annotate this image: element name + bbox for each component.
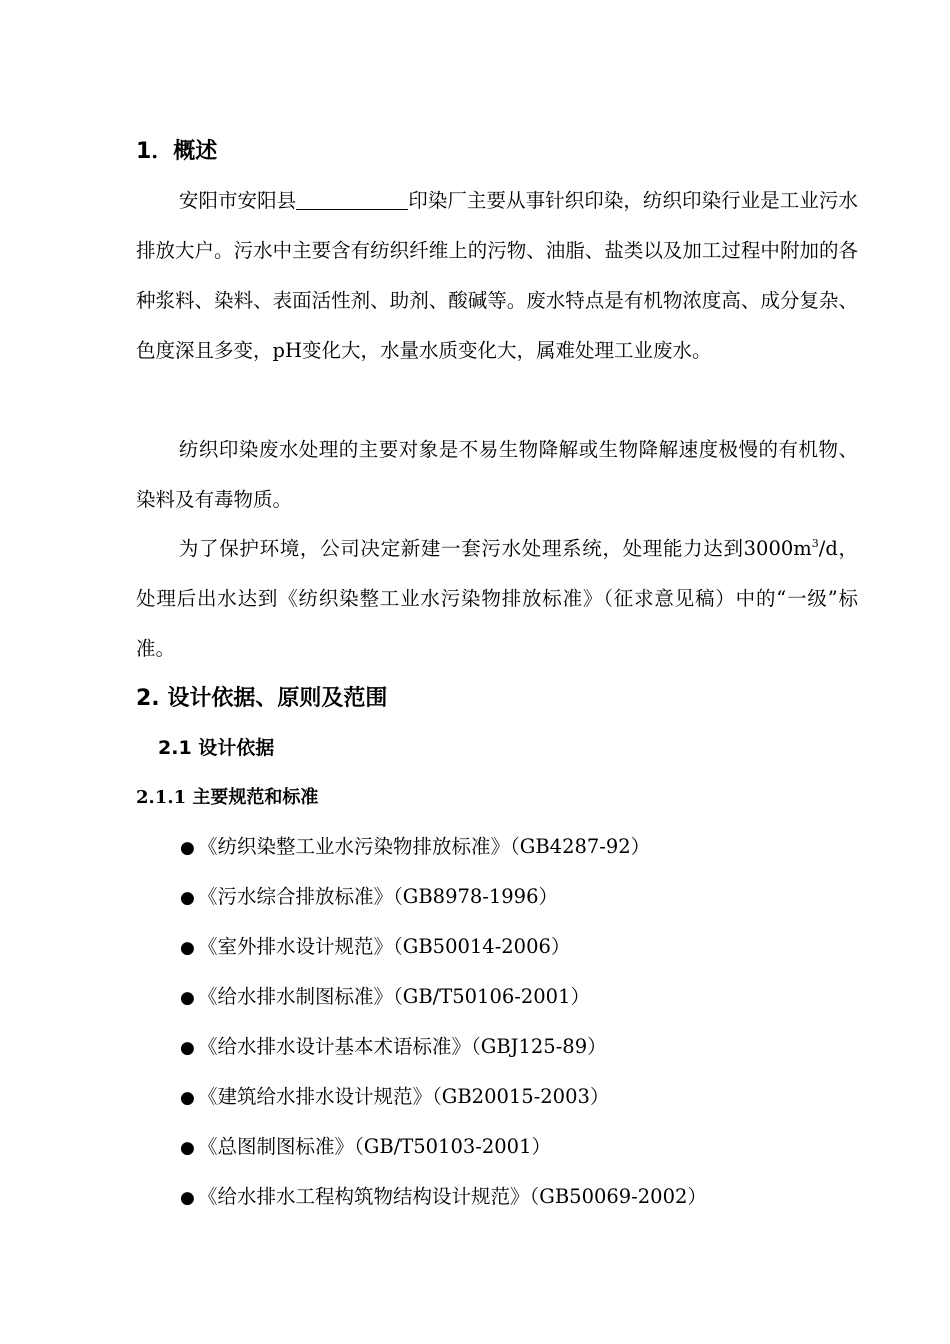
overview-paragraph-1	[136, 176, 858, 376]
standard-label: 《纺织染整工业水污染物排放标准》（GB4287-92）	[198, 835, 651, 858]
standard-label: 《给水排水工程构筑物结构设计规范》（GB50069-2002）	[198, 1185, 707, 1208]
overview-paragraph-3-start: 为了保护环境，公司决定新建一套污水处理系统，处理能力达到3000m	[178, 537, 812, 560]
blank-underline	[296, 187, 408, 210]
bullet-icon: ●	[180, 1038, 195, 1058]
standard-label: 《给水排水设计基本术语标准》（GBJ125-89）	[198, 1035, 607, 1058]
section-1-heading: 1．概述	[136, 139, 218, 164]
standards-list	[180, 827, 707, 1227]
bullet-icon: ●	[180, 1088, 195, 1108]
standard-label: 《污水综合排放标准》（GB8978-1996）	[198, 885, 558, 908]
superscript: 3	[811, 537, 819, 550]
list-item	[180, 927, 707, 977]
overview-paragraph-3-rest: /d，处理后出水达到《纺织染整工业水污染物排放标准》（征求意见稿）中的“一级”标准。	[136, 537, 858, 660]
list-item	[180, 1177, 707, 1227]
list-item	[180, 1127, 707, 1177]
list-item	[180, 977, 707, 1027]
bullet-icon: ●	[180, 988, 195, 1008]
section-2-1-heading: 2.1 设计依据	[158, 737, 275, 759]
list-item	[180, 1077, 707, 1127]
bullet-icon: ●	[180, 938, 195, 958]
overview-paragraph-1-rest: 印染厂主要从事针织印染，纺织印染行业是工业污水排放大户。污水中主要含有纺织纤维上的污物、油脂、盐类以及加工过程中附加的各种浆料、染料、表面活性剂、助剂、酸碱等。废水特点是有机物浓度高、成分复杂、色度深且多变，pH变化大，水量水质变化大，属难处理工业废水。	[136, 189, 858, 362]
overview-paragraph-2: 纺织印染废水处理的主要对象是不易生物降解或生物降解速度极慢的有机物、染料及有毒物质。	[136, 438, 858, 511]
standard-label: 《给水排水制图标准》（GB/T50106-2001）	[198, 985, 590, 1008]
list-item	[180, 1027, 707, 1077]
overview-paragraph-3	[136, 524, 858, 674]
list-item	[180, 827, 707, 877]
bullet-icon: ●	[180, 1188, 195, 1208]
bullet-icon: ●	[180, 1138, 195, 1158]
standard-label: 《室外排水设计规范》（GB50014-2006）	[198, 935, 571, 958]
standard-label: 《总图制图标准》（GB/T50103-2001）	[198, 1135, 551, 1158]
section-2-heading: 2. 设计依据、原则及范围	[136, 686, 388, 711]
list-item	[180, 877, 707, 927]
standard-label: 《建筑给水排水设计规范》（GB20015-2003）	[198, 1085, 610, 1108]
section-2-1-1-heading: 2.1.1 主要规范和标准	[136, 787, 319, 808]
bullet-icon: ●	[180, 838, 195, 858]
overview-paragraph-1-start: 安阳市安阳县	[178, 189, 297, 212]
bullet-icon: ●	[180, 888, 195, 908]
